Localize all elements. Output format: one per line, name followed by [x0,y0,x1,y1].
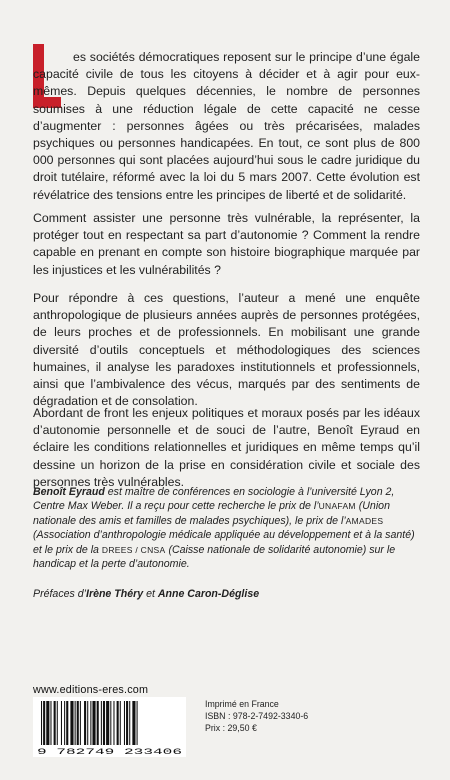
legal-info [205,698,308,734]
isbn-barcode [33,697,186,757]
author-name: Benoît Eyraud [33,486,105,498]
price: Prix : 29,50 € [205,723,257,733]
method-paragraph: Pour répondre à ces questions, l’auteur a mené une enquête anthropologique de plusieurs années auprès de personnes protégées, de leurs proches et de professionnels. En mobilisant une grande diversité d’outils conceptuels et méthodologiques des sciences humaines, il analyse les paradoxes institutionnels et professionnels, ainsi que l’ambivalence des vécus, marqués par des sentiments de dégradation et de consolation. [33,291,420,409]
intro-paragraph [33,49,420,204]
conclusion-paragraph: Abordant de front les enjeux politiques et moraux posés par les idéaux d’autonomie personnelle et de souci de l’autre, Benoît Eyraud en éclaire les conditions relationnelles et juridiques en même temps qu’il dessine un horizon de la prise en considération civile et sociale des personnes très vulnérables. [33,406,420,489]
question-paragraph: Comment assister une personne très vulnérable, la représenter, la protéger tout en respectant sa part d’autonomie ? Comment la rendre capable en prenant en compte son histoire biographique marquée par les injustices et les vulnérabilités ? [33,211,420,277]
publisher-website: www.editions-eres.com [33,684,149,696]
printed-in: Imprimé en France [205,699,279,709]
preface-author-2: Anne Caron-Déglise [157,588,260,600]
preface-credits: Préfaces d’Irène Théry et Anne Caron-Déglise [33,588,260,600]
barcode-digits: 9 782749 233406 [37,747,182,757]
intro-paragraph-text: es sociétés démocratiques reposent sur le principe d’une égale capacité civile de tous les citoyens à décider et à agir pour eux-mêmes. Depuis quelques décennies, le nombre de personnes soumises à une réduction légale de cette capacité ne cesse d’augmenter : personnes âgées ou très précarisées, malades psychiques ou personnes handicapées. En tout, ce sont plus de 800 000 personnes qui sont placées aujourd’hui sous le cadre juridique du droit tutélaire, réformé avec la loi du 5 mars 2007. Cette évolution est révélatrice des tensions entre les principes de liberté et de solidarité. [33,50,420,202]
preface-author-1: Irène Théry [86,588,144,600]
author-bio: Benoît Eyraud est maître de conférences en sociologie à l’université Lyon 2, Centre Max Weber. Il a reçu pour cette recherche le prix de l’UNAFAM (Union nationale des amis et familles de malades psychiques), le prix de l’AMADES (Association d’anthropologie médicale appliquée au développement et à la santé) et le prix de la DREES / CNSA (Caisse nationale de solidarité autonomie) sur le handicap et la perte d’autonomie. [33,486,415,571]
isbn-number: ISBN : 978-2-7492-3340-6 [205,711,309,721]
